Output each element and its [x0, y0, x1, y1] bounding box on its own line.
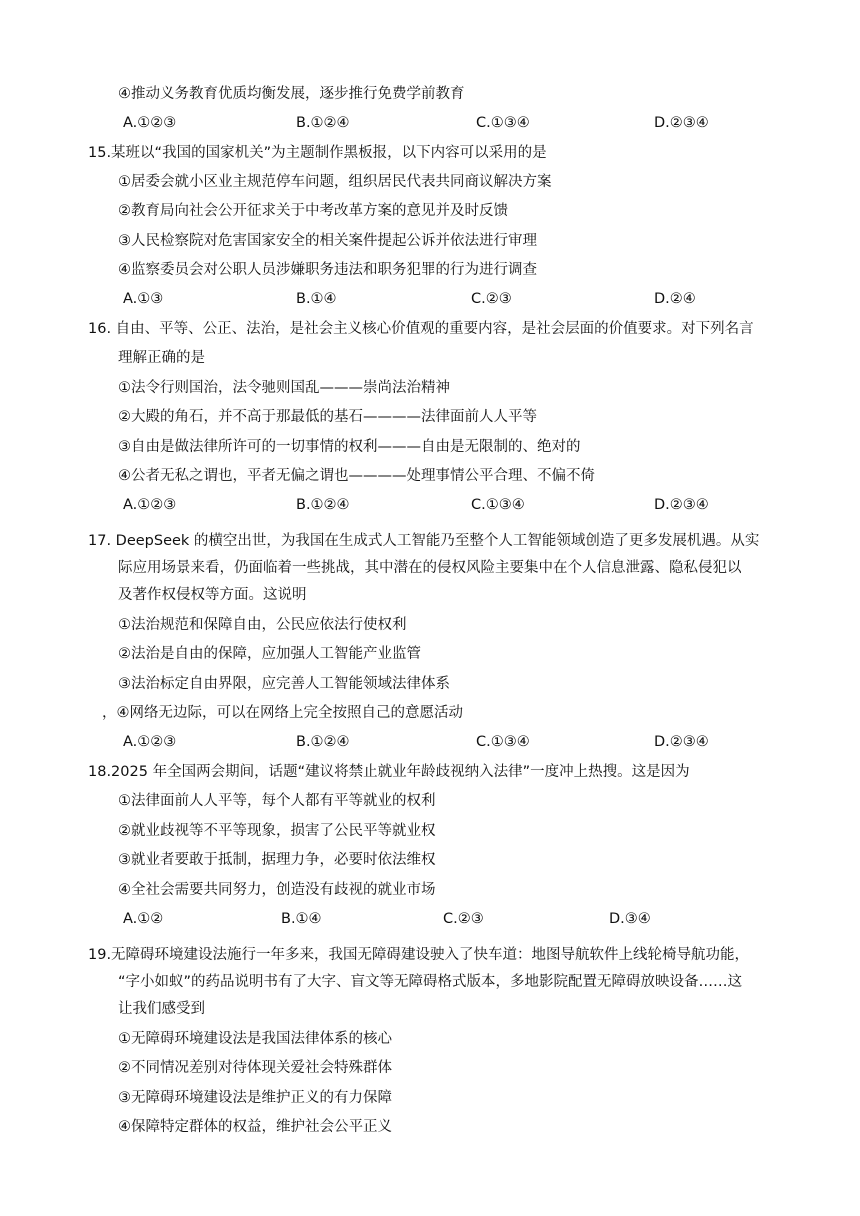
q18-stem: 18.2025 年全国两会期间，话题“建议将禁止就业年龄歧视纳入法律”一度冲上热搜。这是因为: [88, 764, 690, 780]
q17-choice-a: A.①②③: [123, 734, 177, 750]
q18-choice-c: C.②③: [443, 911, 484, 927]
q18-item-1: ①法律面前人人平等，每个人都有平等就业的权利: [118, 793, 436, 809]
q14-choice-a: A.①②③: [123, 115, 177, 131]
q17-item-3: ③法治标定自由界限，应完善人工智能领域法律体系: [118, 676, 450, 692]
q16-item-3: ③自由是做法律所许可的一切事情的权利———自由是无限制的、绝对的: [118, 439, 581, 455]
q15-choice-d: D.②④: [654, 291, 696, 307]
q19-item-1: ①无障碍环境建设法是我国法律体系的核心: [118, 1031, 392, 1047]
q18-choice-d: D.③④: [609, 911, 651, 927]
q16-item-1: ①法令行则国治，法令驰则国乱———崇尚法治精神: [118, 380, 450, 396]
q17-choice-b: B.①②④: [296, 734, 350, 750]
q19-stem-line-3: 让我们感受到: [118, 1001, 205, 1017]
q16-choice-d: D.②③④: [654, 497, 709, 513]
q17-choice-c: C.①③④: [476, 734, 530, 750]
q15-choice-b: B.①④: [296, 291, 337, 307]
q16-stem-line-2: 理解正确的是: [118, 350, 205, 366]
q19-item-4: ④保障特定群体的权益，维护社会公平正义: [118, 1119, 392, 1135]
q19-stem-line-2: “字小如蚁”的药品说明书有了大字、盲文等无障碍格式版本，多地影院配置无障碍放映设备……这: [118, 974, 743, 990]
q14-item-4: ④推动义务教育优质均衡发展，逐步推行免费学前教育: [118, 86, 465, 102]
q15-choice-c: C.②③: [471, 291, 512, 307]
q14-choice-d: D.②③④: [654, 115, 709, 131]
q15-item-3: ③人民检察院对危害国家安全的相关案件提起公诉并依法进行审理: [118, 233, 537, 249]
q17-stem-line-1: 17. DeepSeek 的横空出世，为我国在生成式人工智能乃至整个人工智能领域创造了更多发展机遇。从实: [88, 533, 760, 549]
q16-item-4: ④公者无私之谓也，平者无偏之谓也————处理事情公平合理、不偏不倚: [118, 468, 595, 484]
q17-item-4: ，④网络无边际，可以在网络上完全按照自己的意愿活动: [102, 705, 463, 721]
q15-item-4: ④监察委员会对公职人员涉嫌职务违法和职务犯罪的行为进行调查: [118, 262, 537, 278]
q17-stem-line-2: 际应用场景来看，仍面临着一些挑战，其中潜在的侵权风险主要集中在个人信息泄露、隐私侵犯以: [118, 560, 742, 576]
q16-choice-a: A.①②③: [123, 497, 177, 513]
q14-choice-b: B.①②④: [296, 115, 350, 131]
q15-item-1: ①居委会就小区业主规范停车问题，组织居民代表共同商议解决方案: [118, 174, 552, 190]
q15-item-2: ②教育局向社会公开征求关于中考改革方案的意见并及时反馈: [118, 203, 508, 219]
q16-choice-c: C.①③④: [471, 497, 525, 513]
q16-choice-b: B.①②④: [296, 497, 350, 513]
q19-item-3: ③无障碍环境建设法是维护正义的有力保障: [118, 1090, 392, 1106]
q18-item-2: ②就业歧视等不平等现象，损害了公民平等就业权: [118, 823, 436, 839]
q18-item-3: ③就业者要敢于抵制，据理力争，必要时依法维权: [118, 852, 436, 868]
q17-choice-d: D.②③④: [654, 734, 709, 750]
q15-stem: 15.某班以“我国的国家机关”为主题制作黑板报，以下内容可以采用的是: [88, 145, 547, 161]
q17-item-1: ①法治规范和保障自由，公民应依法行使权利: [118, 617, 407, 633]
q15-choice-a: A.①③: [123, 291, 164, 307]
q17-stem-line-3: 及著作权侵权等方面。这说明: [118, 587, 307, 603]
q18-choice-b: B.①④: [281, 911, 322, 927]
q19-stem-line-1: 19.无障碍环境建设法施行一年多来，我国无障碍建设驶入了快车道：地图导航软件上线轮椅导航功能，: [88, 947, 750, 963]
q19-item-2: ②不同情况差别对待体现关爱社会特殊群体: [118, 1060, 392, 1076]
q18-item-4: ④全社会需要共同努力，创造没有歧视的就业市场: [118, 882, 436, 898]
q14-choice-c: C.①③④: [476, 115, 530, 131]
q16-stem-line-1: 16. 自由、平等、公正、法治，是社会主义核心价值观的重要内容，是社会层面的价值要求。对下列名言: [88, 321, 754, 337]
q18-choice-a: A.①②: [123, 911, 164, 927]
q17-item-2: ②法治是自由的保障，应加强人工智能产业监管: [118, 646, 421, 662]
q16-item-2: ②大殿的角石，并不高于那最低的基石————法律面前人人平等: [118, 409, 537, 425]
